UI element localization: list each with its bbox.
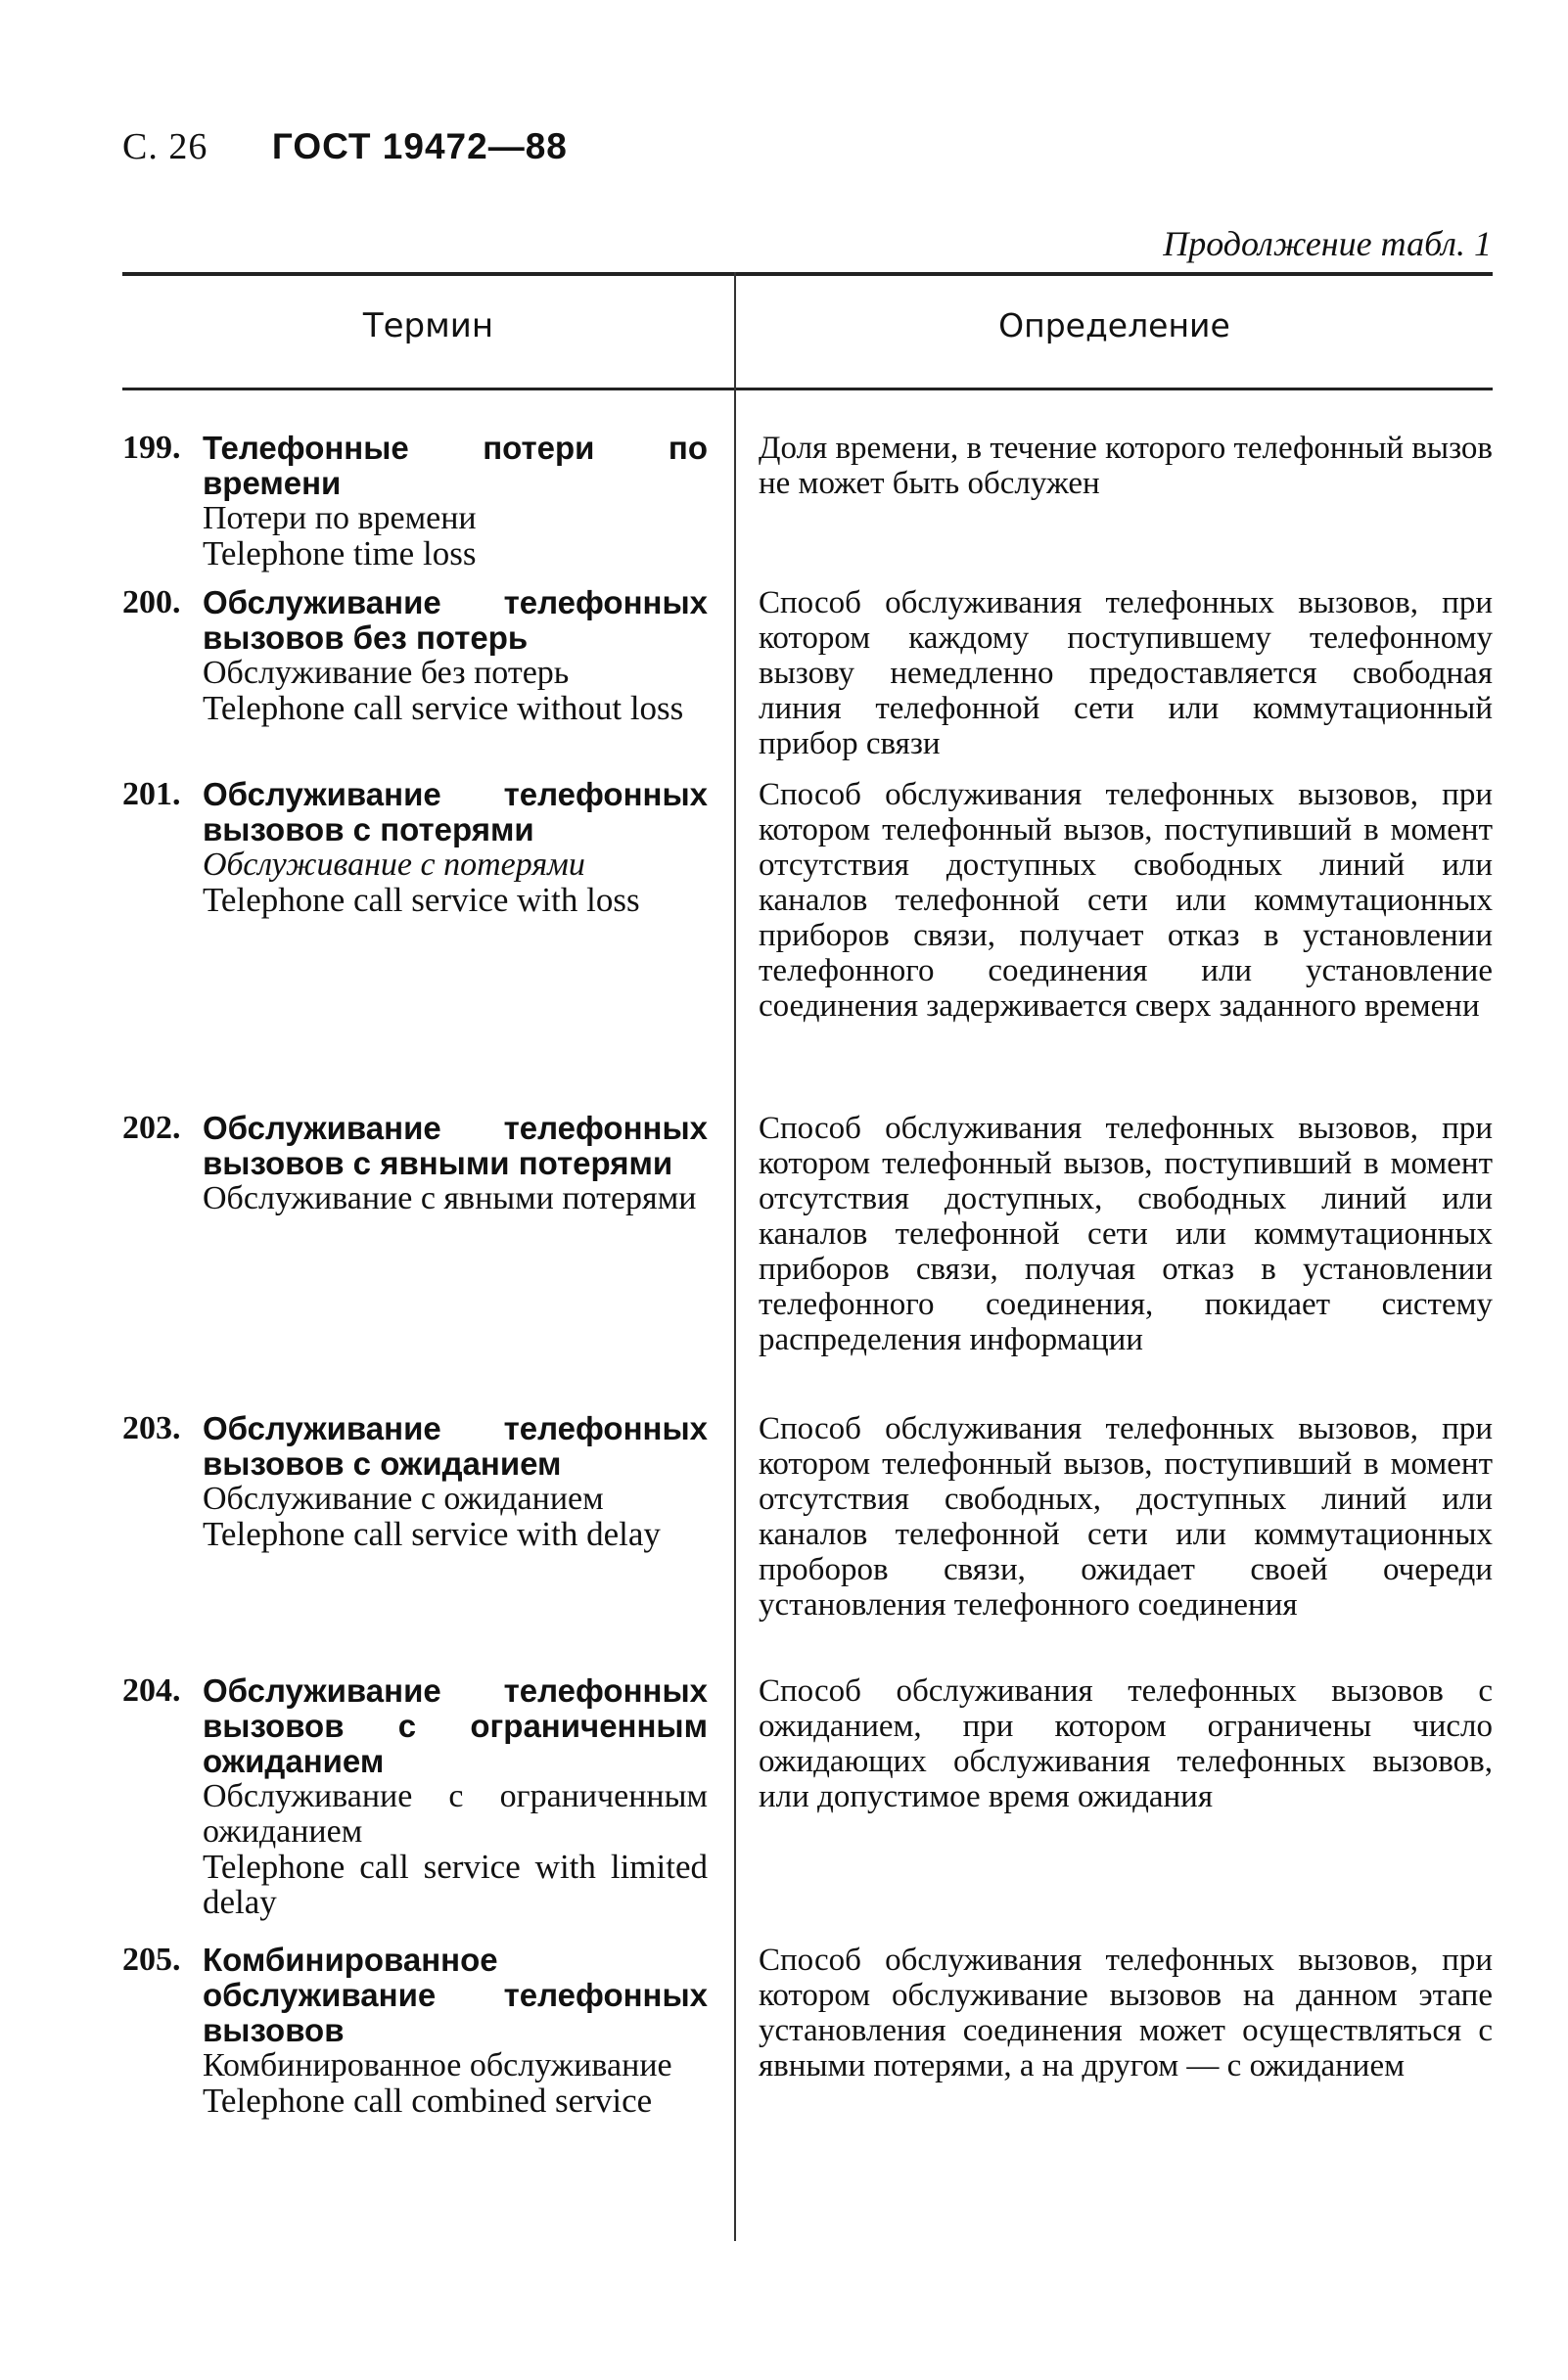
term-title: Обслуживание телефонных вызовов с ограниченным ожиданием	[203, 1672, 708, 1779]
term-short-form: Обслуживание с потерями	[203, 847, 585, 883]
page-header	[122, 125, 568, 168]
term-title: Обслуживание телефонных вызовов с потерями	[203, 776, 708, 847]
term-title: Телефонные потери по времени	[203, 430, 708, 501]
term-english: Telephone call combined service	[203, 2082, 653, 2120]
column-divider	[734, 272, 736, 2241]
term-number: 199.	[122, 430, 181, 466]
column-header-definition: Определение	[998, 306, 1230, 344]
term-title: Обслуживание телефонных вызовов без потерь	[203, 584, 708, 656]
term-number: 205.	[122, 1942, 181, 1978]
term-number: 204.	[122, 1672, 181, 1709]
definition-cell: Способ обслуживания телефонных вызовов, при котором телефонный вызов, поступивший в момент отсутствия свободных, доступных линий или каналов телефонной сети или коммутационных проборов связи, ожидает своей очереди установления телефонного соединения	[759, 1411, 1493, 1623]
term-short-form: Обслуживание с явными потерями	[203, 1180, 697, 1216]
term-english: Telephone time loss	[203, 534, 477, 572]
column-header-term: Термин	[362, 306, 494, 345]
term-english: Telephone call service with loss	[203, 881, 640, 919]
definition-cell: Способ обслуживания телефонных вызовов, при котором каждому поступившему телефонному вызову немедленно предоставляется свободная линия телефонной сети или коммутационный прибор связи	[759, 585, 1493, 761]
standard-designation: ГОСТ 19472—88	[271, 126, 568, 166]
term-cell	[122, 777, 708, 918]
term-short-form: Обслуживание с ограниченным ожиданием	[203, 1778, 708, 1850]
table-continuation-note: Продолжение табл. 1	[1163, 224, 1492, 263]
term-english: Telephone call service without loss	[203, 689, 684, 727]
term-english: Telephone call service with limited delay	[203, 1848, 708, 1921]
term-short-form: Обслуживание с ожиданием	[203, 1481, 604, 1517]
term-short-form: Потери по времени	[203, 500, 477, 536]
definition-cell: Способ обслуживания телефонных вызовов, при котором обслуживание вызовов на данном этапе установления соединения может осуществляться с явными потерями, а на другом — с ожиданием	[759, 1943, 1493, 2083]
page-number: С. 26	[122, 126, 208, 167]
term-cell	[122, 585, 708, 726]
term-cell	[122, 1111, 708, 1216]
term-title: Комбинированное обслуживание телефонных вызовов	[203, 1942, 708, 2048]
term-title: Обслуживание телефонных вызовов с явными потерями	[203, 1110, 708, 1181]
term-short-form: Обслуживание без потерь	[203, 655, 570, 691]
term-english: Telephone call service with delay	[203, 1515, 661, 1553]
term-title: Обслуживание телефонных вызовов с ожиданием	[203, 1410, 708, 1482]
term-cell	[122, 431, 708, 572]
term-number: 203.	[122, 1410, 181, 1446]
table-top-rule	[122, 272, 1493, 276]
term-number: 202.	[122, 1110, 181, 1146]
term-cell	[122, 1673, 708, 1920]
term-number: 201.	[122, 776, 181, 812]
definition-cell: Способ обслуживания телефонных вызовов, при котором телефонный вызов, поступивший в момент отсутствия доступных, свободных линий или каналов телефонной сети или коммутационных приборов связи, получая отказ в установлении телефонного соединения, покидает систему распределения информации	[759, 1111, 1493, 1357]
term-short-form: Комбинированное обслуживание	[203, 2047, 672, 2083]
term-number: 200.	[122, 584, 181, 620]
definition-cell: Способ обслуживания телефонных вызовов, при котором телефонный вызов, поступивший в момент отсутствия доступных свободных линий или каналов телефонной сети или коммутационных приборов связи, получает отказ в установлении телефонного соединения или установление соединения задерживается сверх заданного времени	[759, 777, 1493, 1024]
term-cell	[122, 1411, 708, 1552]
definition-cell: Способ обслуживания телефонных вызовов с ожиданием, при котором ограничены число ожидающих обслуживания телефонных вызовов, или допустимое время ожидания	[759, 1673, 1493, 1814]
table-header-rule	[122, 388, 1493, 390]
definition-cell: Доля времени, в течение которого телефонный вызов не может быть обслужен	[759, 431, 1494, 501]
term-cell	[122, 1943, 708, 2119]
